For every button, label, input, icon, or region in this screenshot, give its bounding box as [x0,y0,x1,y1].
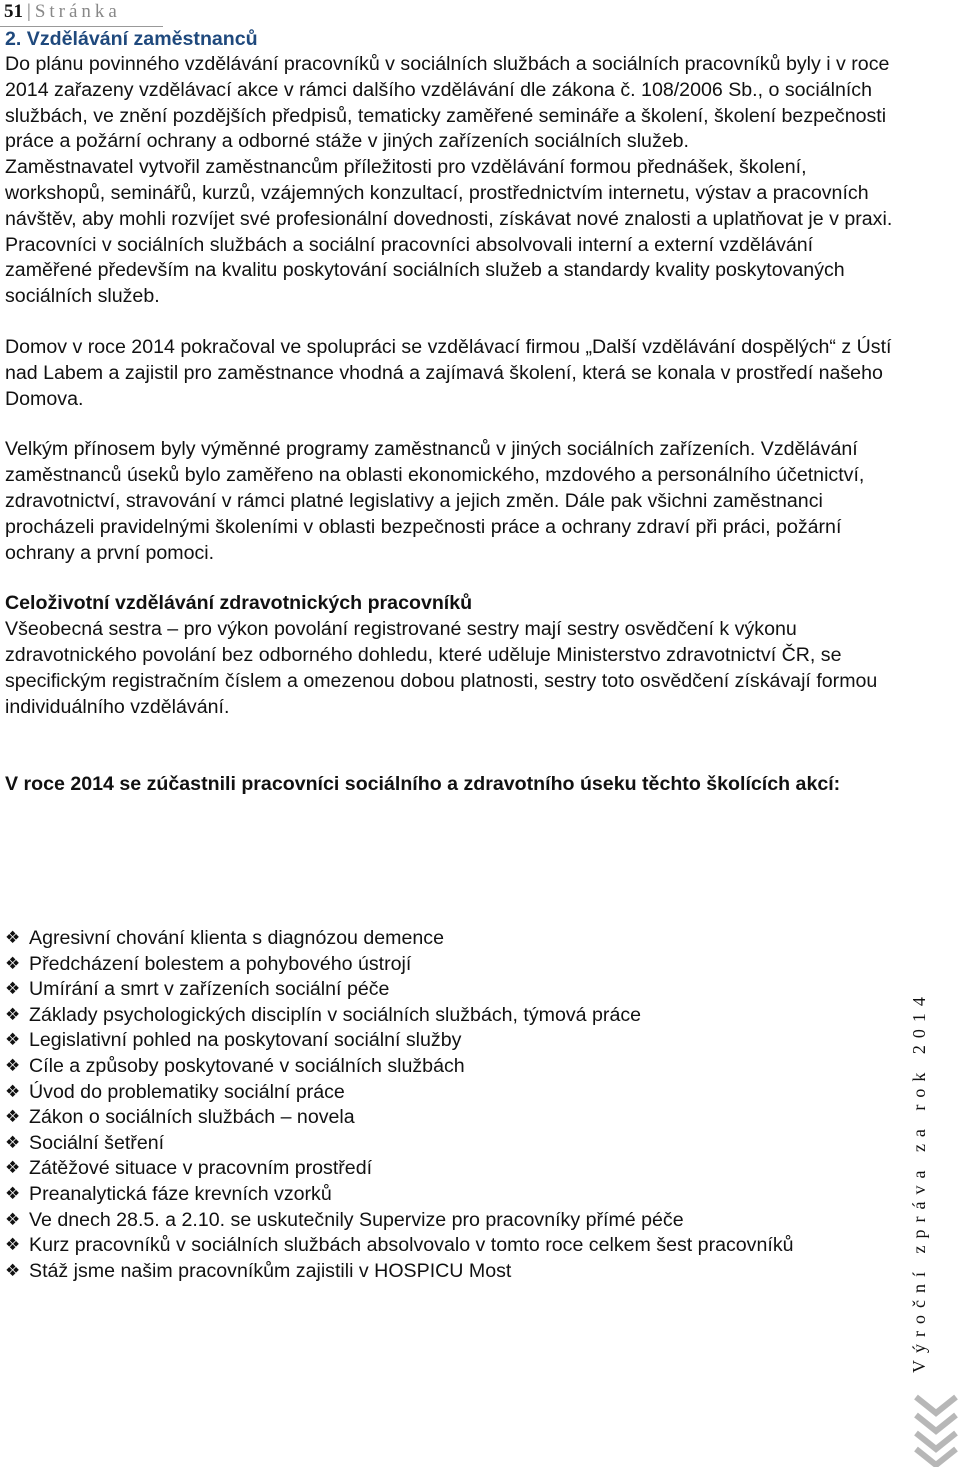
list-item: ❖ Umírání a smrt v zařízeních sociální péče [5,977,885,1003]
header-separator: | [27,1,31,22]
diamond-bullet-icon: ❖ [5,1081,21,1102]
section-title: 2. Vzdělávání zaměstnanců [5,28,258,50]
page-number: 51 [4,1,23,22]
paragraph-intro: Do plánu povinného vzdělávání pracovníků v sociálních službách a sociálních pracovníků byly i v roce 2014 zařazeny vzdělávací akce v rámci dalšího vzdělávání dle zákona č. 108/2006 Sb., o sociálních službách, ve znění pozdějších předpisů, tematicky zaměřené semináře a školení, školení bezpečnosti práce a požární ochrany a odborné stáže v jiných zařízeních sociálních služeb. [5,53,890,153]
diamond-bullet-icon: ❖ [5,1183,21,1204]
diamond-bullet-icon: ❖ [5,1004,21,1025]
diamond-bullet-icon: ❖ [5,1132,21,1153]
diamond-bullet-icon: ❖ [5,928,21,948]
diamond-bullet-icon: ❖ [5,1107,21,1128]
lifelong-text: Všeobecná sestra – pro výkon povolání registrované sestry mají sestry osvědčení k výkonu zdravotnického povolání bez odborného dohledu, které uděluje Ministerstvo zdravotnictví ČR, se specifickým registračním číslem a omezenou dobou platnosti, sestry toto osvědčení získávají formou individuálního vzdělávání. [5,618,878,718]
diamond-bullet-icon: ❖ [5,953,21,974]
list-item: ❖ Ve dnech 28.5. a 2.10. se uskutečnily Supervize pro pracovníky přímé péče [5,1208,885,1234]
list-item: ❖ Sociální šetření [5,1131,885,1157]
list-item: ❖ Zákon o sociálních službách – novela [5,1105,885,1131]
diamond-bullet-icon: ❖ [5,1209,21,1230]
lifelong-heading: Celoživotní vzdělávání zdravotnických pracovníků [5,592,473,615]
list-item: ❖ Zátěžové situace v pracovním prostředí [5,1156,885,1182]
page-word: Stránka [34,1,121,22]
chevron-decoration-icon [913,1393,959,1467]
paragraph-cooperation: Domov v roce 2014 pokračoval ve spolupráci se vzdělávací firmou „Další vzdělávání dospělých“ z Ústí nad Labem a zajistil pro zaměstnance vhodná a zajímavá školení, která se konala v prostředí našeho Domova. [5,335,892,410]
list-item: ❖ Kurz pracovníků v sociálních službách absolvovalo v tomto roce celkem šest pracovníků [5,1233,885,1259]
list-item: ❖ Předcházení bolestem a pohybového ústrojí [5,952,885,978]
diamond-bullet-icon: ❖ [5,1260,21,1281]
list-item: ❖ Základy psychologických disciplín v sociálních službách, týmová práce [5,1003,885,1029]
paragraph-workers: Pracovníci v sociálních službách a sociální pracovníci absolvovali interní a externí vzdělávání zaměřené především na kvalitu poskytování sociálních služeb a standardy kvality poskytovaných sociálních služeb. [5,233,845,308]
list-item: ❖ Stáž jsme našim pracovníkům zajistili v HOSPICU Most [5,1259,885,1285]
annual-report-label: Výroční zpráva za rok 2014 [909,990,929,1373]
chevron-stack [916,1397,956,1465]
list-item: ❖ Legislativní pohled na poskytovaní sociální služby [5,1028,885,1054]
training-heading: V roce 2014 se zúčastnili pracovníci sociálního a zdravotního úseku těchto školících akcí: [5,773,841,796]
paragraph-exchange: Velkým přínosem byly výměnné programy zaměstnanců v jiných sociálních zařízeních. Vzdělávání zaměstnanců úseků bylo zaměřeno na oblasti ekonomického, mzdového a personálního účetnictví, zdravotnictví, stravování v rámci platné legislativy a jejich změn. Dále pak všichni zaměstnanci procházeli pravidelnými školeními v oblasti bezpečnosti práce a ochrany zdraví při práci, požární ochrany a první pomoci. [5,438,865,564]
diamond-bullet-icon: ❖ [5,1030,21,1051]
section-content [5,26,895,798]
training-list [5,926,885,1284]
list-item: ❖ Cíle a způsoby poskytované v sociálních službách [5,1054,885,1080]
list-item: ❖ Úvod do problematiky sociální práce [5,1080,885,1106]
diamond-bullet-icon: ❖ [5,1235,21,1256]
list-item: ❖ Agresivní chování klienta s diagnózou demence [5,926,885,952]
diamond-bullet-icon: ❖ [5,1158,21,1179]
page-header [4,0,121,26]
diamond-bullet-icon: ❖ [5,979,21,1000]
paragraph-employer: Zaměstnavatel vytvořil zaměstnancům příležitosti pro vzdělávání formou přednášek, školení, workshopů, seminářů, kurzů, vzájemných konzultací, prostřednictvím internetu, výstav a pracovních návštěv, aby mohli rozvíjet své profesionální dovednosti, získávat nové znalosti a uplatňovat je v praxi. [5,156,893,230]
diamond-bullet-icon: ❖ [5,1055,21,1076]
list-item: ❖ Preanalytická fáze krevních vzorků [5,1182,885,1208]
